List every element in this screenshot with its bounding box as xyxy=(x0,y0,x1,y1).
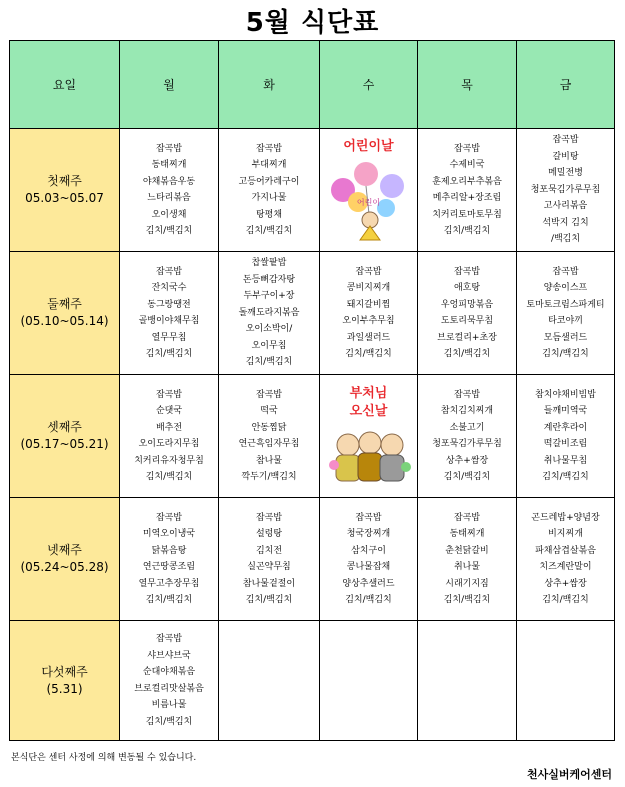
illustration-caption: 어린이 xyxy=(356,198,381,207)
menu-item: 김치/백김치 xyxy=(542,472,589,482)
menu-item: 잡곡밥 xyxy=(355,512,382,523)
menu-item: 석박지 김치 xyxy=(542,217,589,228)
menu-item: 갈비탕 xyxy=(552,151,579,162)
menu-cell-thu xyxy=(418,375,517,498)
menu-item: 김치/백김치 xyxy=(542,595,589,605)
menu-item: 메추리알+장조림 xyxy=(432,193,502,203)
menu-item: 애호탕 xyxy=(453,283,481,293)
menu-item: 잡곡밥 xyxy=(255,512,283,523)
menu-cell-mon xyxy=(120,621,219,741)
week-label-cell xyxy=(10,252,120,375)
menu-cell-tue xyxy=(219,498,320,621)
menu-item: 과일샐러드 xyxy=(346,332,391,343)
menu-cell-fri xyxy=(517,498,615,621)
menu-item: 가지나물 xyxy=(251,193,287,203)
menu-cell-tue xyxy=(219,129,320,252)
menu-item: 비지찌개 xyxy=(548,529,583,539)
menu-item: 돈등뼈감자탕 xyxy=(242,274,296,285)
week-row xyxy=(10,375,615,498)
header-friday: 금 xyxy=(517,41,615,129)
menu-item: 참나물겉절이 xyxy=(242,578,296,589)
menu-cell-wed xyxy=(320,498,418,621)
menu-item: 잡곡밥 xyxy=(355,266,382,277)
menu-item: 김치/백김치 xyxy=(145,472,193,482)
week-label: 둘째주 xyxy=(47,297,82,311)
week-label-cell xyxy=(10,129,120,252)
menu-item: 야채볶음우동 xyxy=(142,176,196,187)
menu-item: 골뱅이야채무침 xyxy=(138,316,200,326)
menu-item: 동태찌개 xyxy=(151,160,187,170)
menu-item: 오이소박이/ xyxy=(245,324,293,335)
menu-item: 김치/백김치 xyxy=(245,357,293,368)
menu-item: 김치/백김치 xyxy=(145,349,193,359)
week-range: (05.10~05.14) xyxy=(20,314,109,328)
week-row xyxy=(10,252,615,375)
menu-cell-fri xyxy=(517,129,615,252)
menu-item: 잡곡밥 xyxy=(255,143,283,154)
menu-item: 동그랑땡전 xyxy=(147,299,191,310)
menu-item: 김치/백김치 xyxy=(542,349,589,359)
menu-item: 안동찜닭 xyxy=(251,422,287,433)
menu-cell-fri xyxy=(517,621,615,741)
menu-item: 열무무침 xyxy=(151,332,187,343)
menu-item: 콩나물잡채 xyxy=(346,562,391,572)
menu-item: 잡곡밥 xyxy=(255,389,283,400)
menu-item: 김치/백김치 xyxy=(245,595,293,605)
menu-item: 청국장찌개 xyxy=(346,529,391,539)
menu-item: 잡곡밥 xyxy=(155,389,183,400)
menu-item: 연근흑임자무침 xyxy=(238,439,300,449)
menu-item: 참나물 xyxy=(255,455,283,466)
menu-item: 배추전 xyxy=(155,422,183,433)
menu-item: 콩비지찌개 xyxy=(346,283,391,293)
header-day-label: 요일 xyxy=(10,41,120,129)
menu-cell-wed xyxy=(320,375,418,498)
menu-item: 고등어카레구이 xyxy=(238,176,300,187)
menu-item: 김치/백김치 xyxy=(145,226,193,236)
menu-item: 설렁탕 xyxy=(255,529,283,539)
menu-item: 들깨미역국 xyxy=(543,406,588,416)
menu-item: 떡갈비조림 xyxy=(543,439,588,449)
menu-item: 동태찌개 xyxy=(449,529,485,539)
menu-item: 고사리볶음 xyxy=(543,201,588,212)
header-tuesday: 화 xyxy=(219,41,320,129)
week-label: 다섯째주 xyxy=(41,664,88,679)
week-row xyxy=(10,621,615,741)
menu-item: 잡곡밥 xyxy=(552,135,579,146)
header-wednesday: 수 xyxy=(320,41,418,129)
header-thursday: 목 xyxy=(418,41,517,129)
menu-item: 브로컬리맛살볶음 xyxy=(134,683,204,694)
menu-item: 돌깨도라지볶음 xyxy=(238,307,300,318)
menu-item: 잡곡밥 xyxy=(155,512,183,523)
holiday-title-line2: 오신날 xyxy=(349,404,388,419)
menu-item: 김치/백김치 xyxy=(345,595,392,605)
week-label: 넷째주 xyxy=(47,543,82,557)
menu-cell-mon xyxy=(120,375,219,498)
menu-item: 김치전 xyxy=(255,545,283,556)
menu-item: 연근땅콩조림 xyxy=(142,562,196,572)
monks-illustration-icon xyxy=(326,425,412,487)
menu-item: 김치/백김치 xyxy=(345,349,392,359)
menu-item: 참치야채비빔밥 xyxy=(535,389,596,400)
menu-item: 잡곡밥 xyxy=(155,143,183,154)
menu-item: 우엉피망볶음 xyxy=(440,299,494,310)
menu-item: 도토리묵무침 xyxy=(440,316,494,326)
menu-item: /백김치 xyxy=(550,234,581,245)
menu-item: 상추+쌈장 xyxy=(445,455,489,466)
menu-cell-thu xyxy=(418,129,517,252)
menu-item: 타코야끼 xyxy=(548,316,583,326)
menu-item: 돼지갈비찜 xyxy=(346,299,391,310)
menu-cell-tue xyxy=(219,621,320,741)
week-label-cell xyxy=(10,375,120,498)
menu-item: 떡국 xyxy=(260,406,278,416)
week-range: (05.24~05.28) xyxy=(20,560,109,574)
menu-item: 김치/백김치 xyxy=(145,716,193,727)
menu-item: 오이부추무침 xyxy=(342,316,395,326)
menu-item: 오이도라지무침 xyxy=(138,439,200,449)
menu-item: 모듬샐러드 xyxy=(543,332,588,343)
menu-cell-wed xyxy=(320,252,418,375)
menu-item: 순댓국 xyxy=(155,406,183,416)
menu-item: 곤드레밥+양념장 xyxy=(531,512,600,523)
menu-item: 미역오이냉국 xyxy=(142,529,196,539)
menu-item: 취나물 xyxy=(453,562,481,572)
week-range: (05.17~05.21) xyxy=(20,437,109,451)
menu-item: 김치/백김치 xyxy=(443,226,491,236)
menu-cell-thu xyxy=(418,498,517,621)
menu-item: 상추+쌈장 xyxy=(544,578,587,589)
menu-item: 찹쌀팥밥 xyxy=(251,258,287,269)
menu-item: 소불고기 xyxy=(449,422,485,433)
menu-item: 김치/백김치 xyxy=(443,595,491,605)
menu-item: 치커리토마토무침 xyxy=(432,209,502,220)
menu-item: 잡곡밥 xyxy=(453,143,481,154)
menu-cell-mon xyxy=(120,252,219,375)
menu-item: 오이생채 xyxy=(151,209,187,220)
menu-cell-wed xyxy=(320,129,418,252)
menu-cell-thu xyxy=(418,621,517,741)
week-label-cell xyxy=(10,498,120,621)
menu-item: 청포묵김가루무침 xyxy=(432,439,502,449)
menu-item: 비름나물 xyxy=(151,700,187,710)
menu-item: 메밀전병 xyxy=(548,168,583,179)
menu-item: 김치/백김치 xyxy=(443,472,491,482)
menu-item: 열무고추장무침 xyxy=(138,578,200,589)
menu-item: 김치/백김치 xyxy=(145,595,193,605)
menu-item: 시래기지짐 xyxy=(445,578,489,589)
menu-cell-wed xyxy=(320,621,418,741)
menu-item: 훈제오리부추볶음 xyxy=(432,176,502,187)
menu-item: 김치/백김치 xyxy=(443,349,491,359)
menu-item: 잡곡밥 xyxy=(155,266,183,277)
menu-item: 탕평채 xyxy=(255,209,283,220)
menu-item: 삼치구이 xyxy=(351,545,386,556)
menu-item: 토마토크림스파게티 xyxy=(526,299,605,310)
menu-item: 닭볶음탕 xyxy=(151,545,187,556)
menu-item: 계란후라이 xyxy=(543,422,588,433)
menu-cell-thu xyxy=(418,252,517,375)
page-title: 5월 식단표 xyxy=(245,8,380,38)
footnote: 본식단은 센터 사정에 의해 변동될 수 있습니다. xyxy=(11,753,197,763)
holiday-title: 어린이날 xyxy=(343,139,394,154)
menu-item: 치즈계란말이 xyxy=(539,562,592,572)
menu-item: 순대야채볶음 xyxy=(142,667,196,677)
week-row xyxy=(10,498,615,621)
week-label-cell xyxy=(10,621,120,741)
menu-item: 브로컬리+초장 xyxy=(437,332,497,343)
menu-item: 오이무침 xyxy=(251,340,287,351)
menu-item: 김치/백김치 xyxy=(245,226,293,236)
menu-cell-tue xyxy=(219,375,320,498)
menu-item: 양상추샐러드 xyxy=(342,578,395,589)
menu-item: 춘천닭갈비 xyxy=(445,545,489,556)
holiday-title: 부처님 xyxy=(349,386,388,401)
menu-item: 잡곡밥 xyxy=(552,266,579,277)
menu-item: 잡곡밥 xyxy=(453,389,481,400)
menu-item: 샤브샤브국 xyxy=(147,650,191,661)
center-name: 천사실버케어센터 xyxy=(526,768,612,781)
menu-item: 실곤약무침 xyxy=(247,562,291,572)
week-range: 05.03~05.07 xyxy=(25,191,104,205)
menu-item: 잡곡밥 xyxy=(453,266,481,277)
menu-item: 부대찌개 xyxy=(251,160,287,170)
menu-item: 수제비국 xyxy=(449,160,485,170)
week-label: 첫째주 xyxy=(47,174,82,188)
menu-cell-mon xyxy=(120,129,219,252)
menu-item: 참치김치찌개 xyxy=(440,406,494,416)
menu-item: 잔치국수 xyxy=(151,283,187,293)
menu-cell-tue xyxy=(219,252,320,375)
menu-item: 취나물무침 xyxy=(543,455,588,466)
menu-item: 양송이스프 xyxy=(543,283,588,293)
week-row xyxy=(10,129,615,252)
menu-cell-fri xyxy=(517,252,615,375)
menu-item: 치커리유자청무침 xyxy=(134,455,204,466)
menu-item: 느타리볶음 xyxy=(147,193,191,203)
menu-item: 청포묵김가루무침 xyxy=(530,184,601,195)
menu-cell-mon xyxy=(120,498,219,621)
menu-item: 잡곡밥 xyxy=(155,634,183,644)
menu-item: 잡곡밥 xyxy=(453,512,481,523)
menu-item: 파채삼겹살볶음 xyxy=(535,545,596,556)
menu-cell-fri xyxy=(517,375,615,498)
week-range: (5.31) xyxy=(46,681,83,696)
menu-table xyxy=(9,40,615,741)
menu-item: 깍두기/백김치 xyxy=(241,472,297,482)
menu-item: 두부구이+장 xyxy=(243,291,295,302)
week-label: 셋째주 xyxy=(47,420,82,434)
header-monday: 월 xyxy=(120,41,219,129)
